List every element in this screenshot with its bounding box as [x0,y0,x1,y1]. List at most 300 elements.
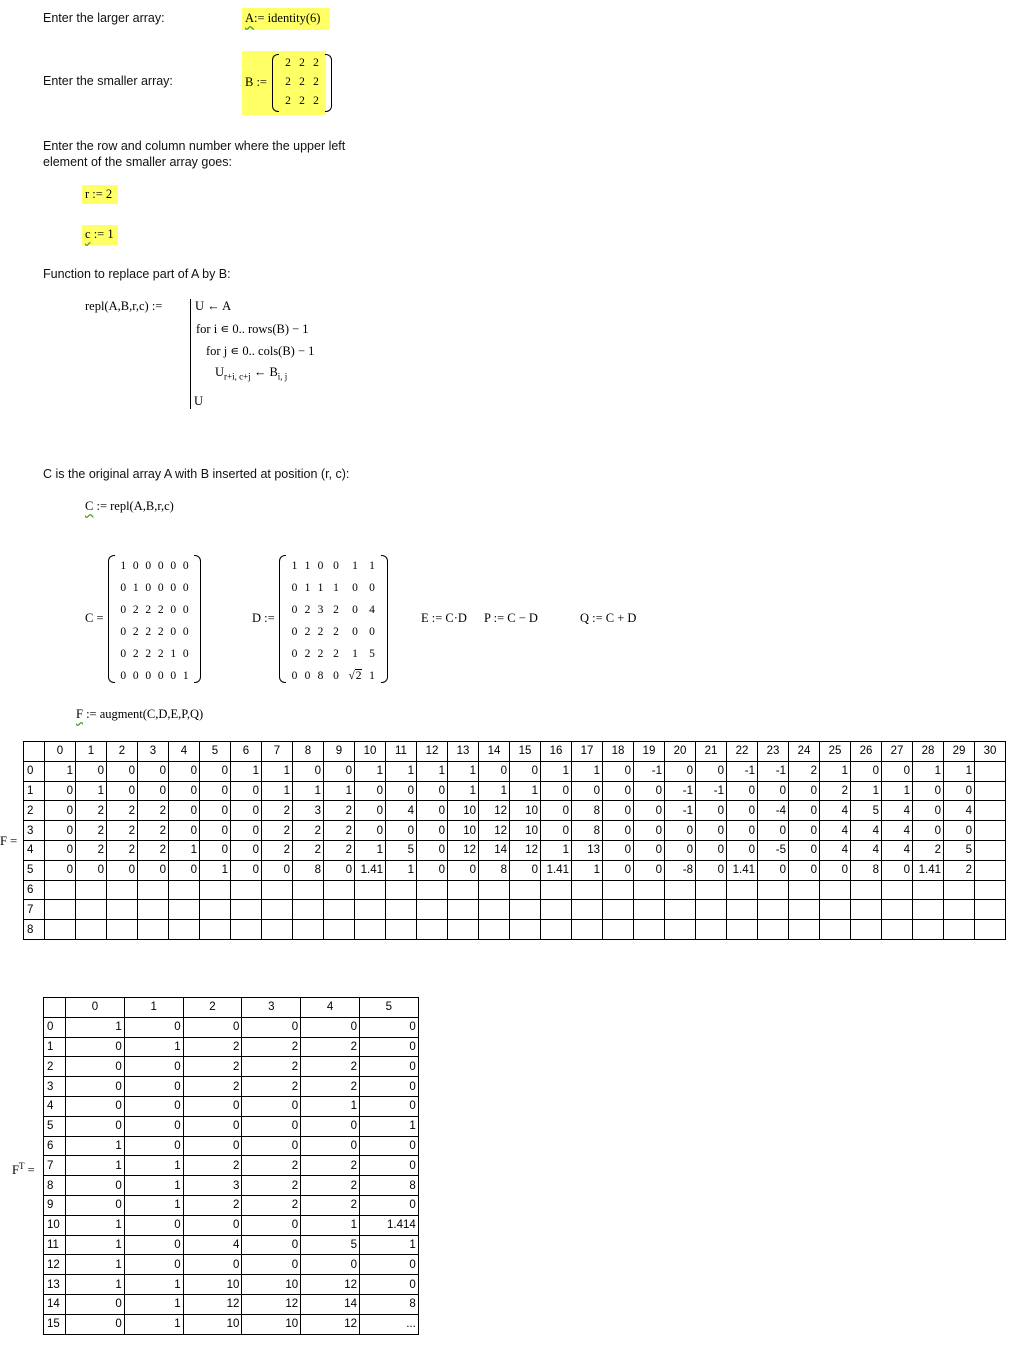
table-cell[interactable] [262,920,293,940]
table-cell[interactable]: -4 [758,801,789,821]
table-cell[interactable]: 0 [634,781,665,801]
q-definition[interactable]: Q := C + D [580,611,637,625]
table-cell[interactable]: 0 [107,781,138,801]
table-cell[interactable]: 0 [789,801,820,821]
table-cell[interactable] [169,920,200,940]
table-cell[interactable]: 0 [665,821,696,841]
table-cell[interactable]: 0 [66,1037,125,1057]
table-cell[interactable]: 0 [510,860,541,880]
table-cell[interactable]: 2 [301,1156,360,1176]
table-cell[interactable]: -1 [665,781,696,801]
table-cell[interactable]: 0 [359,1077,418,1097]
table-cell[interactable] [231,880,262,900]
table-cell[interactable] [665,880,696,900]
table-cell[interactable]: 0 [231,860,262,880]
table-cell[interactable] [262,900,293,920]
table-cell[interactable]: 10 [510,801,541,821]
table-cell[interactable]: 0 [124,1077,183,1097]
table-cell[interactable]: 2 [107,821,138,841]
table-cell[interactable] [913,900,944,920]
table-cell[interactable]: 0 [138,860,169,880]
table-cell[interactable] [293,900,324,920]
table-cell[interactable]: 2 [262,840,293,860]
table-cell[interactable]: -1 [727,761,758,781]
table-cell[interactable] [727,880,758,900]
table-cell[interactable]: 0 [66,1116,125,1136]
table-cell[interactable]: 0 [789,840,820,860]
table-cell[interactable] [448,900,479,920]
table-cell[interactable]: 0 [124,1235,183,1255]
table-cell[interactable]: 0 [634,840,665,860]
table-cell[interactable]: 0 [231,801,262,821]
table-cell[interactable]: 0 [944,781,975,801]
table-cell[interactable]: 0 [169,801,200,821]
table-cell[interactable]: 1 [262,761,293,781]
table-cell[interactable]: 1.41 [355,860,386,880]
table-cell[interactable]: 0 [758,781,789,801]
table-cell[interactable]: 2 [76,801,107,821]
table-cell[interactable]: 0 [124,1215,183,1235]
table-cell[interactable] [820,920,851,940]
table-cell[interactable]: 1.41 [541,860,572,880]
table-cell[interactable] [820,900,851,920]
table-cell[interactable]: 0 [242,1136,301,1156]
table-cell[interactable]: 12 [479,801,510,821]
table-cell[interactable] [76,920,107,940]
table-cell[interactable]: 0 [324,860,355,880]
table-cell[interactable]: 0 [417,821,448,841]
table-cell[interactable]: 13 [572,840,603,860]
table-cell[interactable]: 0 [324,761,355,781]
table-cell[interactable]: 0 [603,821,634,841]
table-cell[interactable]: 1.41 [913,860,944,880]
table-cell[interactable]: 0 [448,860,479,880]
table-cell[interactable]: 0 [242,1255,301,1275]
table-cell[interactable] [479,900,510,920]
table-cell[interactable]: 0 [242,1235,301,1255]
table-cell[interactable] [107,900,138,920]
table-cell[interactable] [913,880,944,900]
table-cell[interactable]: 0 [882,761,913,781]
table-cell[interactable]: 1 [541,761,572,781]
table-cell[interactable]: 1 [386,860,417,880]
table-cell[interactable]: 0 [231,840,262,860]
table-cell[interactable]: 0 [541,801,572,821]
table-cell[interactable] [789,920,820,940]
e-definition[interactable]: E := C·D [421,611,467,625]
table-cell[interactable]: 4 [820,840,851,860]
table-cell[interactable] [975,761,1006,781]
table-cell[interactable]: 0 [66,1195,125,1215]
table-cell[interactable]: 0 [66,1096,125,1116]
table-cell[interactable]: 2 [242,1077,301,1097]
table-cell[interactable] [572,920,603,940]
table-cell[interactable]: 2 [183,1037,242,1057]
table-cell[interactable]: 0 [727,781,758,801]
table-cell[interactable] [45,920,76,940]
table-cell[interactable]: 1 [124,1037,183,1057]
table-cell[interactable]: 0 [231,821,262,841]
table-cell[interactable]: 12 [183,1294,242,1314]
b-definition[interactable] [242,51,326,115]
table-cell[interactable]: 0 [66,1294,125,1314]
table-cell[interactable] [417,920,448,940]
table-cell[interactable] [417,880,448,900]
repl-function-header[interactable]: repl(A,B,r,c) := [85,299,163,313]
table-cell[interactable]: 0 [124,1136,183,1156]
table-cell[interactable]: 0 [417,840,448,860]
table-cell[interactable]: 1 [124,1195,183,1215]
table-cell[interactable] [448,880,479,900]
table-cell[interactable]: 8 [479,860,510,880]
table-cell[interactable]: 2 [301,1057,360,1077]
table-cell[interactable] [975,801,1006,821]
table-cell[interactable]: 2 [789,761,820,781]
d-matrix[interactable] [279,555,388,683]
table-cell[interactable]: 1 [66,1215,125,1235]
table-cell[interactable] [572,900,603,920]
table-cell[interactable] [386,900,417,920]
table-cell[interactable]: 5 [301,1235,360,1255]
table-cell[interactable] [45,880,76,900]
r-definition[interactable]: r := 2 [82,185,118,204]
table-cell[interactable]: 1 [572,761,603,781]
table-cell[interactable]: 1 [359,1235,418,1255]
table-cell[interactable]: 1 [124,1314,183,1334]
table-cell[interactable]: 2 [301,1195,360,1215]
table-cell[interactable] [541,900,572,920]
table-cell[interactable]: 8 [572,801,603,821]
table-cell[interactable]: 0 [913,801,944,821]
table-cell[interactable]: 1 [386,761,417,781]
table-cell[interactable]: 1 [66,1136,125,1156]
table-cell[interactable]: 1 [324,781,355,801]
table-cell[interactable]: 2 [262,821,293,841]
table-cell[interactable]: 0 [301,1136,360,1156]
table-cell[interactable]: 1 [124,1176,183,1196]
table-cell[interactable]: 4 [882,801,913,821]
table-cell[interactable]: 0 [169,860,200,880]
table-cell[interactable] [603,880,634,900]
table-cell[interactable]: 0 [417,781,448,801]
table-cell[interactable]: 0 [789,860,820,880]
table-cell[interactable]: 0 [66,1077,125,1097]
table-cell[interactable]: 0 [242,1096,301,1116]
table-cell[interactable]: 1 [76,781,107,801]
table-cell[interactable]: 2 [324,821,355,841]
table-cell[interactable] [541,880,572,900]
table-cell[interactable] [324,880,355,900]
table-cell[interactable]: 0 [124,1096,183,1116]
table-cell[interactable]: 0 [45,821,76,841]
table-cell[interactable]: 12 [301,1314,360,1334]
table-cell[interactable]: 0 [124,1116,183,1136]
table-cell[interactable]: 0 [107,761,138,781]
table-cell[interactable]: 2 [293,821,324,841]
table-cell[interactable]: 12 [301,1275,360,1295]
table-cell[interactable] [882,900,913,920]
table-cell[interactable]: 0 [359,1037,418,1057]
table-cell[interactable]: 12 [510,840,541,860]
table-cell[interactable]: 0 [758,860,789,880]
table-cell[interactable] [665,920,696,940]
table-cell[interactable]: 2 [183,1057,242,1077]
table-cell[interactable]: 14 [479,840,510,860]
table-cell[interactable]: 0 [124,1017,183,1037]
table-cell[interactable] [293,880,324,900]
table-cell[interactable]: -1 [665,801,696,821]
table-cell[interactable]: 2 [913,840,944,860]
table-cell[interactable]: 0 [355,801,386,821]
table-cell[interactable]: 10 [242,1314,301,1334]
table-cell[interactable]: 0 [696,821,727,841]
table-cell[interactable]: 0 [665,761,696,781]
table-cell[interactable]: 1 [124,1156,183,1176]
table-cell[interactable] [944,920,975,940]
table-cell[interactable]: 1 [262,781,293,801]
table-cell[interactable] [696,900,727,920]
table-cell[interactable]: 0 [66,1176,125,1196]
table-cell[interactable]: 12 [479,821,510,841]
table-cell[interactable] [882,880,913,900]
table-cell[interactable] [975,860,1006,880]
table-cell[interactable]: 1 [124,1294,183,1314]
table-cell[interactable]: 0 [45,860,76,880]
table-cell[interactable]: 10 [448,801,479,821]
table-cell[interactable] [913,920,944,940]
table-cell[interactable]: 0 [417,801,448,821]
table-cell[interactable] [727,900,758,920]
table-cell[interactable]: 1 [541,840,572,860]
table-cell[interactable]: 12 [448,840,479,860]
table-cell[interactable] [572,880,603,900]
table-cell[interactable]: 2 [944,860,975,880]
table-cell[interactable]: 0 [169,761,200,781]
table-cell[interactable]: 0 [124,1057,183,1077]
table-cell[interactable]: 0 [183,1215,242,1235]
table-cell[interactable]: 0 [169,821,200,841]
table-cell[interactable] [107,920,138,940]
table-cell[interactable]: 8 [293,860,324,880]
table-cell[interactable]: 0 [634,821,665,841]
table-cell[interactable] [138,920,169,940]
table-cell[interactable]: 4 [820,801,851,821]
c-definition[interactable] [82,225,118,245]
table-cell[interactable]: 4 [386,801,417,821]
table-cell[interactable]: 2 [242,1176,301,1196]
table-cell[interactable]: 1.41 [727,860,758,880]
table-cell[interactable] [975,781,1006,801]
table-cell[interactable] [448,920,479,940]
f-result-table[interactable] [23,741,1006,940]
table-cell[interactable]: 2 [183,1077,242,1097]
table-cell[interactable]: 0 [572,781,603,801]
table-cell[interactable] [634,920,665,940]
table-cell[interactable]: 8 [359,1176,418,1196]
table-cell[interactable]: 0 [200,781,231,801]
table-cell[interactable] [231,900,262,920]
table-cell[interactable]: 0 [696,860,727,880]
table-cell[interactable] [758,880,789,900]
table-cell[interactable]: 10 [183,1275,242,1295]
table-cell[interactable]: 0 [107,860,138,880]
table-cell[interactable]: 2 [293,840,324,860]
table-cell[interactable]: 2 [242,1156,301,1176]
c-definition-repl[interactable] [85,499,174,514]
table-cell[interactable]: -1 [634,761,665,781]
table-cell[interactable]: 2 [324,840,355,860]
table-cell[interactable] [696,920,727,940]
table-cell[interactable]: 1 [293,781,324,801]
table-cell[interactable]: -1 [696,781,727,801]
table-cell[interactable]: 0 [359,1255,418,1275]
table-cell[interactable] [975,821,1006,841]
table-cell[interactable] [200,920,231,940]
table-cell[interactable]: 2 [242,1057,301,1077]
table-cell[interactable]: 0 [359,1057,418,1077]
table-cell[interactable]: 0 [183,1116,242,1136]
p-definition[interactable]: P := C − D [484,611,538,625]
table-cell[interactable]: 2 [107,801,138,821]
table-cell[interactable]: 0 [789,781,820,801]
table-cell[interactable] [975,840,1006,860]
table-cell[interactable]: 1.414 [359,1215,418,1235]
table-cell[interactable] [634,880,665,900]
table-cell[interactable] [138,900,169,920]
table-cell[interactable]: 0 [66,1314,125,1334]
table-cell[interactable] [355,880,386,900]
table-cell[interactable]: 0 [66,1057,125,1077]
table-cell[interactable] [665,900,696,920]
table-cell[interactable] [851,880,882,900]
table-cell[interactable]: 2 [301,1037,360,1057]
table-cell[interactable]: 4 [882,821,913,841]
table-cell[interactable]: 0 [386,781,417,801]
table-cell[interactable]: 2 [183,1156,242,1176]
table-cell[interactable]: 1 [820,761,851,781]
table-cell[interactable]: 0 [359,1017,418,1037]
table-cell[interactable]: 4 [882,840,913,860]
f-definition[interactable] [76,707,203,722]
table-cell[interactable] [851,900,882,920]
table-cell[interactable]: 2 [76,840,107,860]
table-cell[interactable]: 0 [913,821,944,841]
a-definition[interactable] [242,8,330,30]
table-cell[interactable] [510,880,541,900]
table-cell[interactable]: 0 [183,1136,242,1156]
table-cell[interactable] [944,880,975,900]
table-cell[interactable]: 2 [301,1176,360,1196]
table-cell[interactable]: 1 [355,761,386,781]
table-cell[interactable]: 0 [634,860,665,880]
table-cell[interactable]: 0 [541,821,572,841]
table-cell[interactable]: 1 [448,781,479,801]
table-cell[interactable]: 4 [820,821,851,841]
table-cell[interactable]: 4 [944,801,975,821]
table-cell[interactable]: 0 [696,761,727,781]
table-cell[interactable]: 0 [696,840,727,860]
table-cell[interactable]: -5 [758,840,789,860]
table-cell[interactable]: 0 [359,1156,418,1176]
table-cell[interactable]: 2 [183,1195,242,1215]
table-cell[interactable]: 0 [665,840,696,860]
table-cell[interactable] [510,920,541,940]
table-cell[interactable]: 0 [45,801,76,821]
table-cell[interactable]: 0 [510,761,541,781]
table-cell[interactable]: -1 [758,761,789,781]
table-cell[interactable]: 2 [138,801,169,821]
table-cell[interactable]: 0 [479,761,510,781]
table-cell[interactable]: 0 [200,821,231,841]
table-cell[interactable]: 8 [851,860,882,880]
table-cell[interactable] [386,880,417,900]
table-cell[interactable]: 1 [479,781,510,801]
table-cell[interactable] [634,900,665,920]
table-cell[interactable]: 0 [541,781,572,801]
table-cell[interactable] [975,900,1006,920]
table-cell[interactable]: 0 [851,761,882,781]
table-cell[interactable]: 0 [45,781,76,801]
table-cell[interactable]: 2 [262,801,293,821]
table-cell[interactable]: 0 [603,781,634,801]
table-cell[interactable] [789,880,820,900]
table-cell[interactable] [169,880,200,900]
table-cell[interactable]: 0 [124,1255,183,1275]
table-cell[interactable]: 0 [359,1275,418,1295]
table-cell[interactable] [355,920,386,940]
table-cell[interactable]: 0 [913,781,944,801]
table-cell[interactable]: 0 [417,860,448,880]
table-cell[interactable]: 1 [448,761,479,781]
c-matrix[interactable] [108,555,201,683]
table-cell[interactable]: 0 [231,781,262,801]
table-cell[interactable]: 0 [301,1255,360,1275]
table-cell[interactable]: 10 [183,1314,242,1334]
table-cell[interactable]: 1 [359,1116,418,1136]
table-cell[interactable]: 0 [359,1195,418,1215]
table-cell[interactable]: 0 [727,821,758,841]
table-cell[interactable] [479,920,510,940]
table-cell[interactable]: 1 [913,761,944,781]
table-cell[interactable] [76,900,107,920]
table-cell[interactable]: 0 [76,761,107,781]
table-cell[interactable] [76,880,107,900]
table-cell[interactable] [107,880,138,900]
table-cell[interactable] [293,920,324,940]
table-cell[interactable]: -8 [665,860,696,880]
table-cell[interactable]: 1 [301,1215,360,1235]
table-cell[interactable] [45,900,76,920]
table-cell[interactable]: 2 [138,821,169,841]
table-cell[interactable]: 5 [944,840,975,860]
table-cell[interactable] [603,900,634,920]
table-cell[interactable] [696,880,727,900]
table-cell[interactable]: 0 [242,1215,301,1235]
table-cell[interactable]: ... [359,1314,418,1334]
table-cell[interactable]: 0 [200,761,231,781]
ft-result-table[interactable] [43,997,419,1335]
table-cell[interactable]: 5 [386,840,417,860]
table-cell[interactable]: 0 [727,840,758,860]
table-cell[interactable] [200,880,231,900]
table-cell[interactable]: 0 [183,1096,242,1116]
table-cell[interactable]: 2 [324,801,355,821]
table-cell[interactable]: 0 [882,860,913,880]
table-cell[interactable]: 2 [242,1037,301,1057]
table-cell[interactable]: 0 [76,860,107,880]
table-cell[interactable]: 0 [727,801,758,821]
table-cell[interactable]: 10 [242,1275,301,1295]
